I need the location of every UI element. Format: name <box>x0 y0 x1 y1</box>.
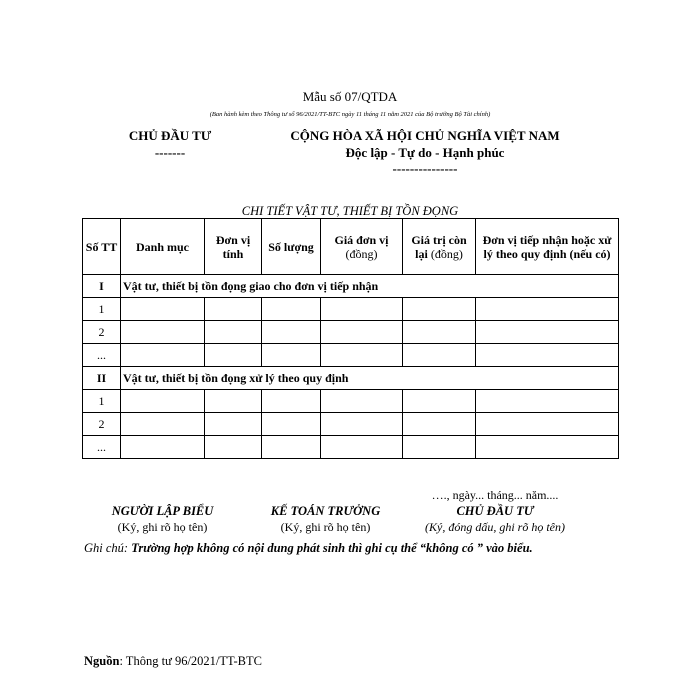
cell <box>121 390 205 413</box>
cell <box>121 298 205 321</box>
header-so-luong: Số lượng <box>262 219 321 275</box>
cell <box>205 344 262 367</box>
form-code: Mẫu số 07/QTDA <box>302 89 398 104</box>
cell <box>205 413 262 436</box>
issued-by-note: (Ban hành kèm theo Thông tư số 96/2021/TT-BTC ngày 11 tháng 11 năm 2021 của Bộ trưởng Bộ Tài chính) <box>209 111 491 118</box>
source-label: Nguồn <box>84 654 120 668</box>
accountant-title: KẾ TOÁN TRƯỞNG <box>270 504 381 518</box>
left-org-divider: ------- <box>154 145 186 160</box>
cell <box>262 321 321 344</box>
header-gia-don-vi-label: Giá đơn vị <box>334 232 389 247</box>
cell <box>403 298 476 321</box>
table-title: CHI TIẾT VẬT TƯ, THIẾT BỊ TỒN ĐỌNG <box>241 204 459 218</box>
cell <box>205 321 262 344</box>
row-number: 2 <box>83 321 121 344</box>
motto-divider: --------------- <box>392 161 458 176</box>
cell <box>262 390 321 413</box>
table-row <box>83 390 619 413</box>
section-number: II <box>83 367 121 390</box>
cell <box>262 298 321 321</box>
cell <box>476 321 619 344</box>
section-row <box>83 367 619 390</box>
accountant-note: (Ký, ghi rõ họ tên) <box>280 520 371 534</box>
header-gia-tri-unit: (đồng) <box>430 246 463 261</box>
preparer-title: NGƯỜI LẬP BIỂU <box>111 504 214 518</box>
source-line <box>84 654 262 669</box>
row-number: 2 <box>83 413 121 436</box>
cell <box>121 321 205 344</box>
section-number: I <box>83 275 121 298</box>
section-row <box>83 275 619 298</box>
cell <box>321 321 403 344</box>
cell <box>121 436 205 459</box>
table-row <box>83 344 619 367</box>
cell <box>403 413 476 436</box>
cell <box>205 298 262 321</box>
cell <box>262 436 321 459</box>
investor-title: CHỦ ĐẦU TƯ <box>456 504 534 518</box>
nation-name: CỘNG HÒA XÃ HỘI CHỦ NGHĨA VIỆT NAM <box>290 128 560 143</box>
table-header-row <box>83 219 619 275</box>
investor-note: (Ký, đóng dấu, ghi rõ họ tên) <box>425 520 565 534</box>
row-number: ... <box>83 436 121 459</box>
nation-motto: Độc lập - Tự do - Hạnh phúc <box>345 145 505 160</box>
cell <box>205 390 262 413</box>
cell <box>476 413 619 436</box>
row-number: 1 <box>83 390 121 413</box>
section-label: Vật tư, thiết bị tồn đọng giao cho đơn vị tiếp nhận <box>121 275 619 298</box>
cell <box>403 390 476 413</box>
footnote-label: Ghi chú: <box>84 541 129 555</box>
signature-date-line: …., ngày... tháng... năm.... <box>431 488 559 502</box>
header-don-vi-tinh: Đơn vị tính <box>205 219 262 275</box>
inventory-table <box>82 218 619 459</box>
cell <box>321 344 403 367</box>
cell <box>262 413 321 436</box>
cell <box>403 321 476 344</box>
cell <box>121 413 205 436</box>
cell <box>476 298 619 321</box>
table-row <box>83 436 619 459</box>
cell <box>476 344 619 367</box>
source-text: : Thông tư 96/2021/TT-BTC <box>119 654 262 668</box>
section-label: Vật tư, thiết bị tồn đọng xử lý theo quy định <box>121 367 619 390</box>
cell <box>321 298 403 321</box>
row-number: ... <box>83 344 121 367</box>
header-gia-don-vi <box>321 219 403 275</box>
cell <box>321 413 403 436</box>
cell <box>321 436 403 459</box>
preparer-note: (Ký, ghi rõ họ tên) <box>117 520 208 534</box>
header-stt: Số TT <box>83 219 121 275</box>
header-gia-tri-label: Giá trị còn lại <box>411 232 467 261</box>
cell <box>403 436 476 459</box>
header-gia-tri-con-lai <box>403 219 476 275</box>
footnote <box>84 541 533 556</box>
table-row <box>83 413 619 436</box>
cell <box>476 436 619 459</box>
cell <box>121 344 205 367</box>
footnote-text: Trường hợp không có nội dung phát sinh thì ghi cụ thể “không có ” vào biểu. <box>131 541 533 555</box>
header-don-vi-tiep-nhan: Đơn vị tiếp nhận hoặc xử lý theo quy định (nếu có) <box>476 219 619 275</box>
table-row <box>83 298 619 321</box>
cell <box>205 436 262 459</box>
cell <box>476 390 619 413</box>
header-danh-muc: Danh mục <box>121 219 205 275</box>
header-gia-don-vi-unit: (đồng) <box>345 246 378 261</box>
left-org-name: CHỦ ĐẦU TƯ <box>128 128 212 143</box>
cell <box>403 344 476 367</box>
cell <box>321 390 403 413</box>
cell <box>262 344 321 367</box>
row-number: 1 <box>83 298 121 321</box>
table-row <box>83 321 619 344</box>
